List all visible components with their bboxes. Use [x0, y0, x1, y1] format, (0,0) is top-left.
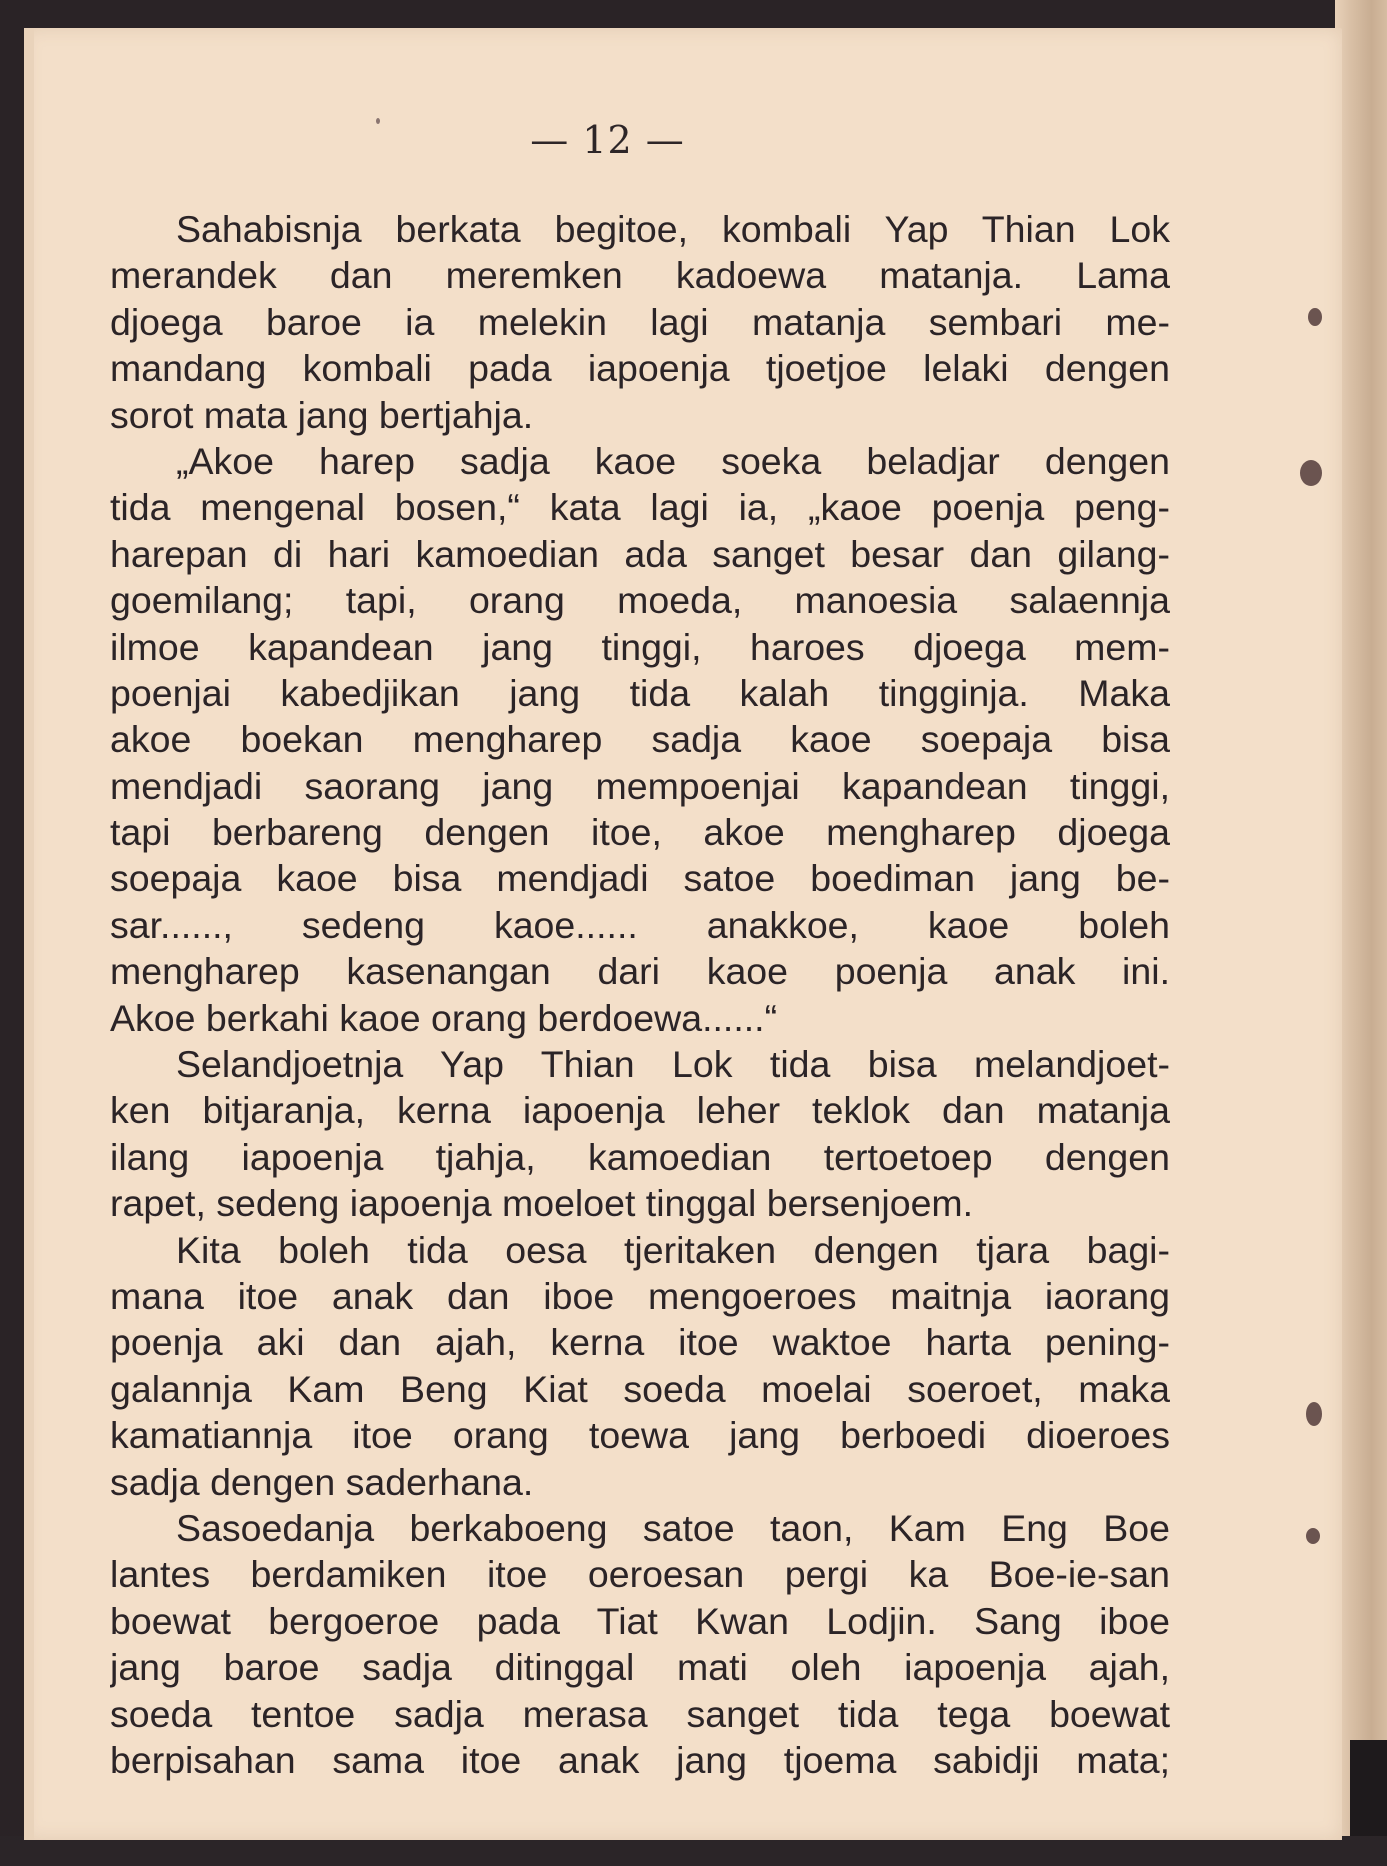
text-line: lantes berdamiken itoe oeroesan pergi ka Boe-ie-san — [110, 1553, 1170, 1596]
text-line: goemilang; tapi, orang moeda, manoesia salaennja — [110, 579, 1170, 622]
text-line: soepaja kaoe bisa mendjadi satoe boediman jang be- — [110, 857, 1170, 900]
text-line: akoe boekan mengharep sadja kaoe soepaja bisa — [110, 718, 1170, 761]
text-line: sadja dengen saderhana. — [110, 1460, 534, 1503]
text-line: poenja aki dan ajah, kerna itoe waktoe harta pening- — [110, 1321, 1170, 1364]
text-line: galannja Kam Beng Kiat soeda moelai soeroet, maka — [110, 1367, 1170, 1410]
text-line: berpisahan sama itoe anak jang tjoema sabidji mata; — [110, 1738, 1170, 1781]
text-line: kamatiannja itoe orang toewa jang berboedi dioeroes — [110, 1414, 1170, 1457]
text-line: Akoe berkahi kaoe orang berdoewa......“ — [110, 996, 778, 1039]
text-line: mana itoe anak dan iboe mengoeroes maitnja iaorang — [110, 1274, 1170, 1317]
text-line: harepan di hari kamoedian ada sanget besar dan gilang- — [110, 532, 1170, 575]
text-line: ilmoe kapandean jang tinggi, haroes djoega mem- — [110, 625, 1170, 668]
text-line: tapi berbareng dengen itoe, akoe mengharep djoega — [110, 811, 1170, 854]
text-line: djoega baroe ia melekin lagi matanja sembari me- — [110, 300, 1170, 343]
text-line: boewat bergoeroe pada Tiat Kwan Lodjin. Sang iboe — [110, 1599, 1170, 1642]
body-text — [110, 206, 1170, 1783]
text-line: ken bitjaranja, kerna iapoenja leher teklok dan matanja — [110, 1089, 1170, 1132]
page-number: — 12 — — [530, 118, 685, 162]
text-line: soeda tentoe sadja merasa sanget tida tega boewat — [110, 1692, 1170, 1735]
text-line: mengharep kasenangan dari kaoe poenja anak ini. — [110, 950, 1170, 993]
text-line: ilang iapoenja tjahja, kamoedian tertoetoep dengen — [110, 1135, 1170, 1178]
text-line: mandang kombali pada iapoenja tjoetjoe lelaki dengen — [110, 347, 1170, 390]
text-line: Selandjoetnja Yap Thian Lok tida bisa melandjoet- — [176, 1043, 1170, 1086]
binding-hole — [1306, 1528, 1320, 1544]
scan-bottom-border — [0, 1836, 1387, 1866]
book-spine — [1335, 0, 1387, 1866]
text-line: poenjai kabedjikan jang tida kalah tingginja. Maka — [110, 671, 1170, 714]
binding-hole — [1306, 1402, 1322, 1426]
text-line: jang baroe sadja ditinggal mati oleh iapoenja ajah, — [110, 1646, 1170, 1689]
text-line: Kita boleh tida oesa tjeritaken dengen tjara bagi- — [176, 1228, 1170, 1271]
binding-hole — [1308, 308, 1322, 326]
text-line: sorot mata jang bertjahja. — [110, 393, 534, 436]
text-line: Sahabisnja berkata begitoe, kombali Yap Thian Lok — [176, 208, 1170, 250]
binding-hole — [1300, 460, 1322, 486]
text-line: rapet, sedeng iapoenja moeloet tinggal bersenjoem. — [110, 1182, 974, 1225]
text-line: sar......, sedeng kaoe...... anakkoe, kaoe boleh — [110, 903, 1170, 946]
text-line: tida mengenal bosen,“ kata lagi ia, „kaoe poenja peng- — [110, 486, 1170, 529]
text-line: merandek dan meremken kadoewa matanja. Lama — [110, 254, 1170, 297]
text-line: Sasoedanja berkaboeng satoe taon, Kam Eng Boe — [176, 1506, 1170, 1549]
text-line: „Akoe harep sadja kaoe soeka beladjar dengen — [176, 439, 1170, 482]
text-line: mendjadi saorang jang mempoenjai kapandean tinggi, — [110, 764, 1170, 807]
page-left-edge — [24, 28, 34, 1840]
